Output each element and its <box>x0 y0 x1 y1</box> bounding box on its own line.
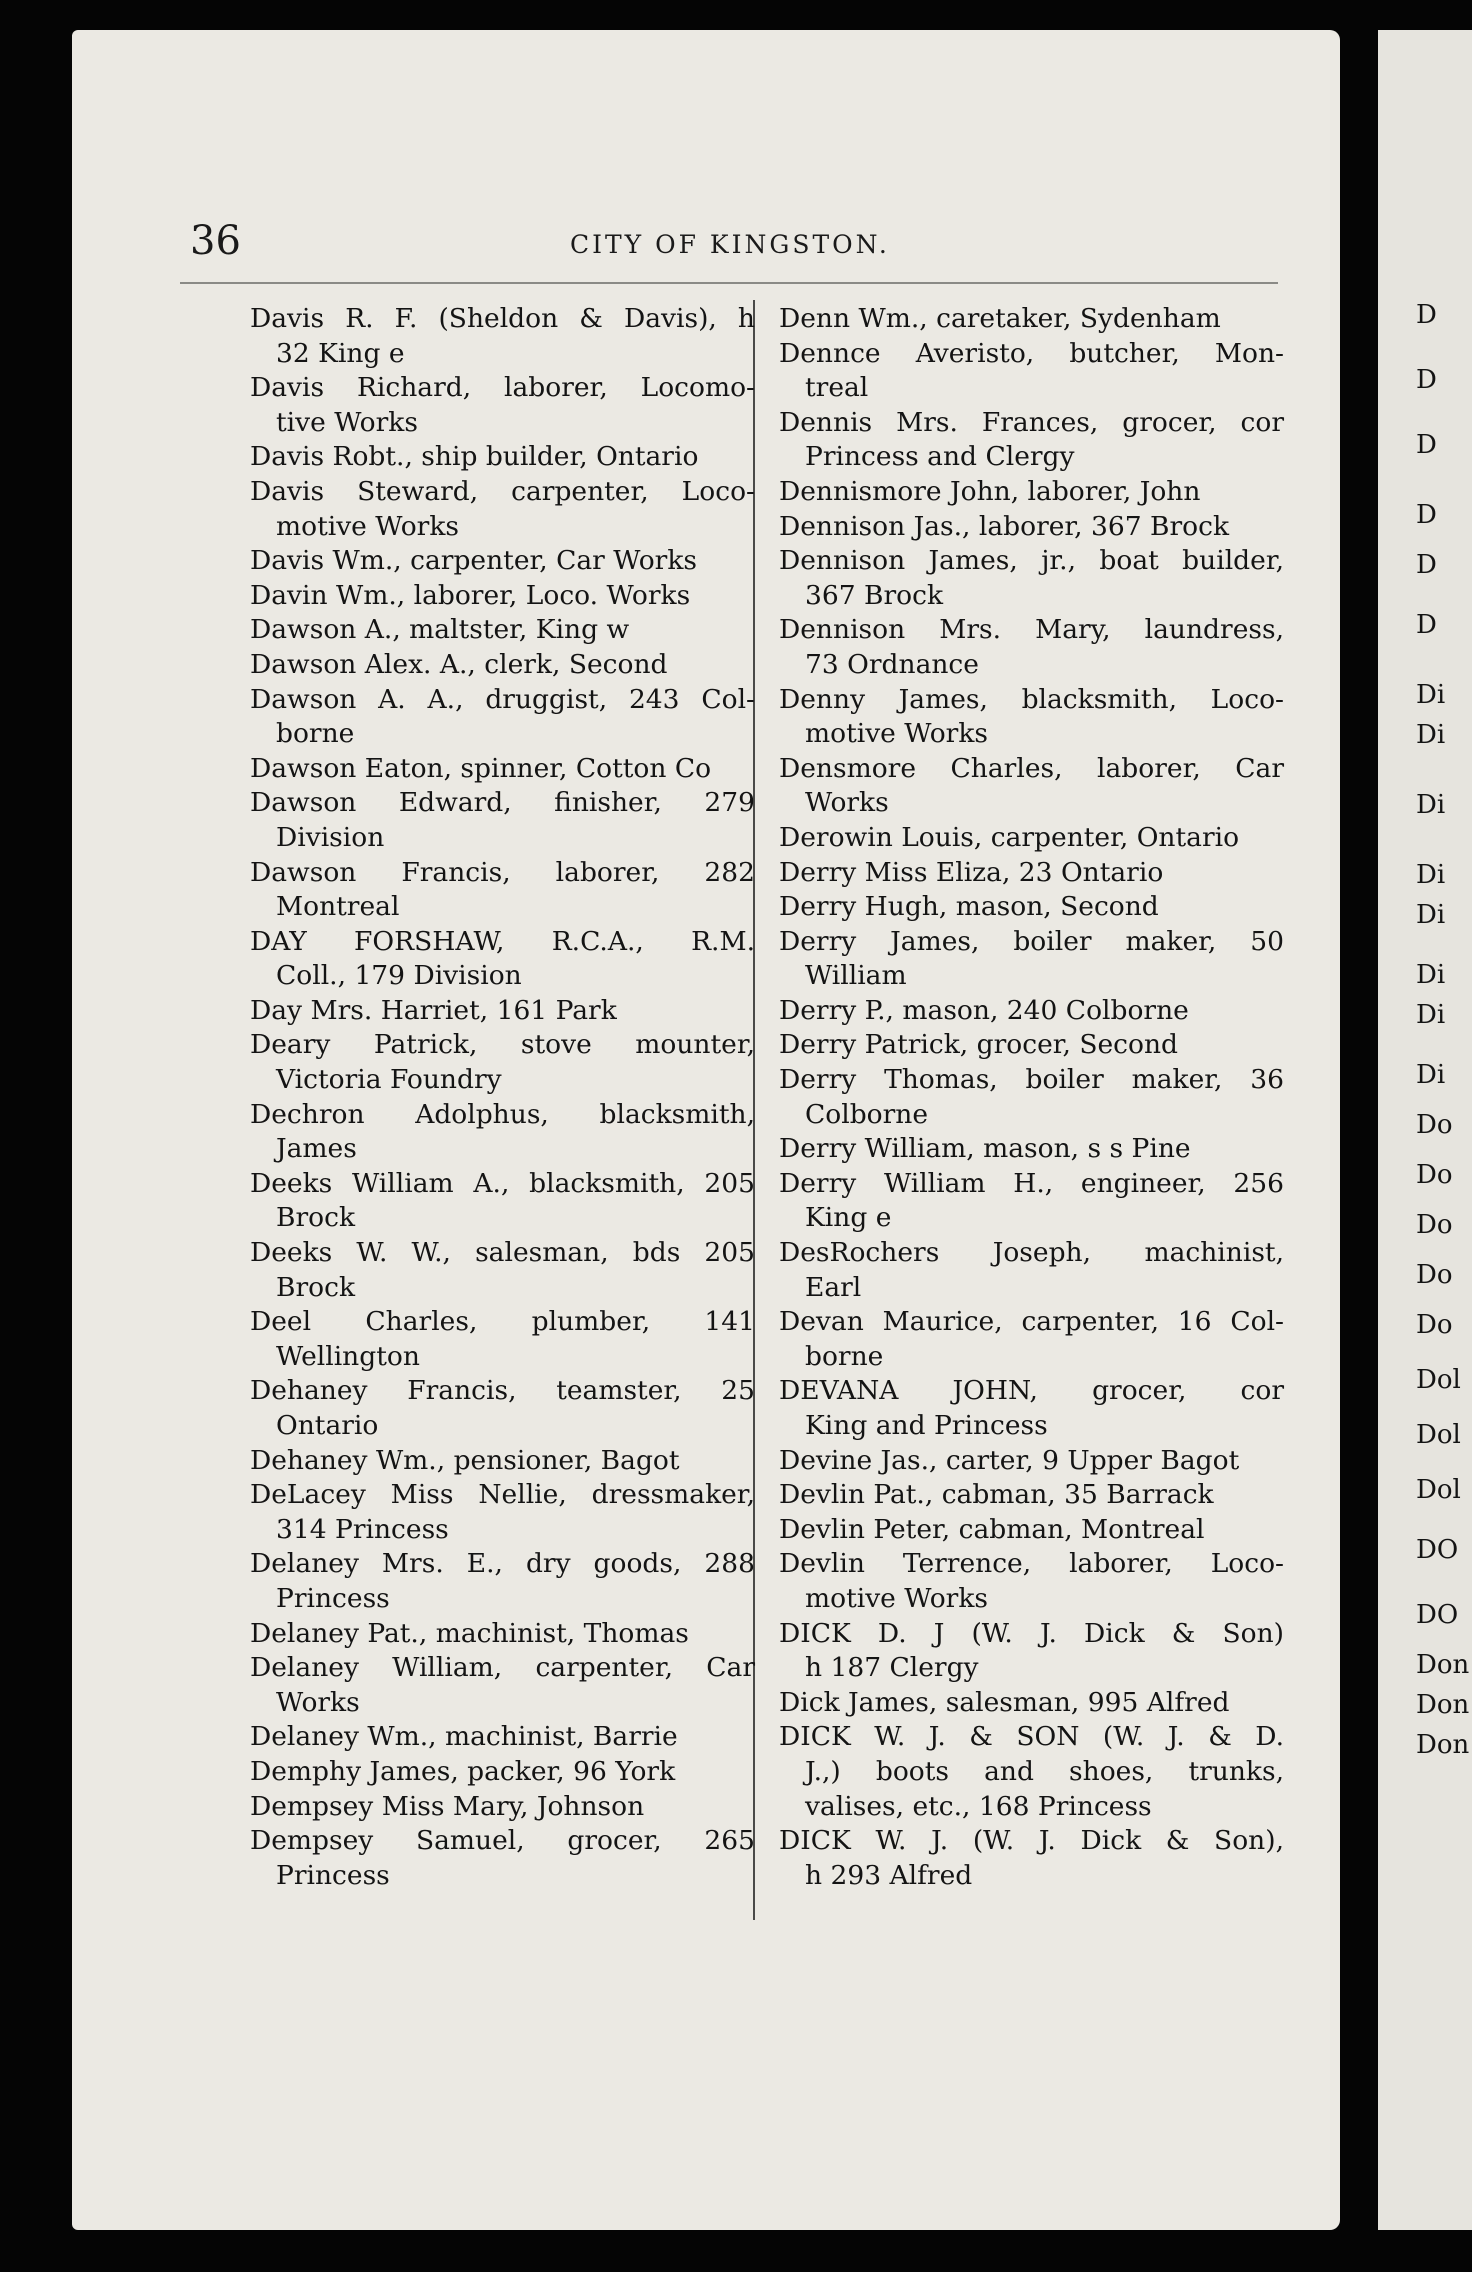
entry-continuation-line: 73 Ordnance <box>805 648 979 680</box>
page-header <box>190 218 1250 268</box>
entry-continuation-line: tive Works <box>276 406 418 438</box>
entry-continuation-line: Works <box>805 787 889 819</box>
entry-continuation-line: Victoria Foundry <box>276 1064 502 1096</box>
entry-name-line: Deel Charles, plumber, 141 <box>250 1306 755 1338</box>
directory-entry <box>779 752 1284 821</box>
directory-entry <box>250 302 755 371</box>
entry-name-line: Dennison James, jr., boat builder, <box>779 545 1284 577</box>
directory-entry <box>779 302 1284 337</box>
directory-entry <box>250 925 755 994</box>
entry-name-line: Davis Richard, laborer, Locomo- <box>250 372 755 404</box>
entry-continuation-line: motive Works <box>805 718 989 750</box>
directory-entry <box>250 1028 755 1097</box>
directory-entry <box>250 1547 755 1616</box>
directory-entry <box>779 1132 1284 1167</box>
entry-name-line: Davis Robt., ship builder, Ontario <box>250 441 699 473</box>
entry-continuation-line: Brock <box>276 1271 355 1303</box>
directory-entry <box>779 544 1284 613</box>
left-column <box>250 302 755 1893</box>
entry-continuation-line: King e <box>805 1202 892 1234</box>
directory-entry <box>779 1028 1284 1063</box>
entry-name-line: Derry Thomas, boiler maker, 36 <box>779 1064 1284 1096</box>
directory-entry <box>779 821 1284 856</box>
entry-name-line: Devlin Terrence, laborer, Loco- <box>779 1548 1284 1580</box>
entry-name-line: DICK W. J. (W. J. Dick & Son), <box>779 1825 1284 1857</box>
directory-entry <box>250 786 755 855</box>
entry-continuation-line: Works <box>276 1686 360 1718</box>
next-page-fragment: Do <box>1416 1110 1453 1140</box>
entry-name-line: Dawson Francis, laborer, 282 <box>250 856 755 888</box>
entry-name-line: Day Mrs. Harriet, 161 Park <box>250 994 617 1026</box>
directory-entry <box>779 1236 1284 1305</box>
entry-name-line: Dennce Averisto, butcher, Mon- <box>779 337 1284 369</box>
directory-entry <box>250 683 755 752</box>
directory-entry <box>779 856 1284 891</box>
entry-name-line: Davis Steward, carpenter, Loco- <box>250 475 755 507</box>
next-page-fragment: Don <box>1416 1730 1470 1760</box>
directory-entry <box>779 1617 1284 1686</box>
directory-entry <box>250 1790 755 1825</box>
entry-name-line: Dennis Mrs. Frances, grocer, cor <box>779 406 1284 438</box>
entry-continuation-line: William <box>805 960 907 992</box>
entry-continuation-line: Brock <box>276 1202 355 1234</box>
next-page-fragment: D <box>1416 500 1437 530</box>
directory-entry <box>779 1444 1284 1479</box>
entry-name-line: Deeks W. W., salesman, bds 205 <box>250 1237 755 1269</box>
next-page-fragment: D <box>1416 430 1437 460</box>
directory-entry <box>250 579 755 614</box>
entry-continuation-line: James <box>276 1133 357 1165</box>
directory-entry <box>250 371 755 440</box>
entry-name-line: Davin Wm., laborer, Loco. Works <box>250 579 691 611</box>
entry-continuation-line: Colborne <box>805 1098 929 1130</box>
next-page-fragment: Don <box>1416 1650 1470 1680</box>
next-page-fragment: Di <box>1416 1000 1446 1030</box>
directory-entry <box>250 1755 755 1790</box>
entry-name-line: DeLacey Miss Nellie, dressmaker, <box>250 1479 755 1511</box>
directory-entry <box>250 1617 755 1652</box>
directory-entry <box>250 1651 755 1720</box>
directory-entry <box>779 510 1284 545</box>
entry-name-line: Derry Patrick, grocer, Second <box>779 1029 1179 1061</box>
entry-name-line: Devine Jas., carter, 9 Upper Bagot <box>779 1444 1240 1476</box>
entry-continuation-line: Princess <box>276 1582 390 1614</box>
directory-entry <box>250 475 755 544</box>
directory-entry <box>250 1720 755 1755</box>
entry-continuation-line: treal <box>805 372 869 404</box>
entry-continuation-line: borne <box>805 1340 884 1372</box>
next-page-fragment: DO <box>1416 1600 1459 1630</box>
entry-continuation-line: Montreal <box>276 891 400 923</box>
entry-continuation-line: Princess <box>276 1859 390 1891</box>
entry-continuation-line: 367 Brock <box>805 579 943 611</box>
entry-name-line: DesRochers Joseph, machinist, <box>779 1237 1284 1269</box>
entry-continuation-line: borne <box>276 718 355 750</box>
directory-entry <box>250 1444 755 1479</box>
next-page-fragment: Dol <box>1416 1365 1461 1395</box>
entry-name-line: Densmore Charles, laborer, Car <box>779 752 1284 784</box>
directory-entry <box>250 544 755 579</box>
entry-name-line: Dehaney Wm., pensioner, Bagot <box>250 1444 680 1476</box>
entry-continuation-line: Earl <box>805 1271 862 1303</box>
directory-entry <box>250 613 755 648</box>
entry-name-line: Derry Hugh, mason, Second <box>779 891 1159 923</box>
directory-entry <box>779 683 1284 752</box>
entry-continuation-line: Wellington <box>276 1340 420 1372</box>
entry-continuation-line: J.,) boots and shoes, trunks, <box>805 1755 1284 1787</box>
right-column <box>779 302 1284 1893</box>
next-page-fragment: Do <box>1416 1310 1453 1340</box>
next-page-fragment: Di <box>1416 960 1446 990</box>
next-page-fragment: Do <box>1416 1260 1453 1290</box>
entry-name-line: Demphy James, packer, 96 York <box>250 1755 676 1787</box>
entry-name-line: Deeks William A., blacksmith, 205 <box>250 1167 755 1199</box>
entry-name-line: DEVANA JOHN, grocer, cor <box>779 1375 1284 1407</box>
entry-continuation-line: Coll., 179 Division <box>276 960 522 992</box>
next-page-fragment: Di <box>1416 790 1446 820</box>
next-page-fragment: D <box>1416 300 1437 330</box>
next-page-fragment: Do <box>1416 1160 1453 1190</box>
entry-name-line: Davis R. F. (Sheldon & Davis), h <box>250 303 755 334</box>
next-page-fragment: D <box>1416 550 1437 580</box>
next-page-fragment: Dol <box>1416 1475 1461 1505</box>
next-page-fragment: Di <box>1416 720 1446 750</box>
entry-name-line: Dawson Alex. A., clerk, Second <box>250 648 668 680</box>
entry-name-line: Devlin Peter, cabman, Montreal <box>779 1513 1205 1545</box>
directory-entry <box>779 1478 1284 1513</box>
directory-entry <box>779 337 1284 406</box>
entry-name-line: Derry Miss Eliza, 23 Ontario <box>779 856 1164 888</box>
entry-name-line: Derry P., mason, 240 Colborne <box>779 994 1189 1026</box>
entry-name-line: Denn Wm., caretaker, Sydenham <box>779 303 1221 334</box>
adjacent-page-edge <box>1378 30 1472 2230</box>
next-page-fragment: DO <box>1416 1535 1459 1565</box>
directory-entry <box>779 1686 1284 1721</box>
entry-continuation-line: motive Works <box>805 1582 989 1614</box>
directory-entry <box>779 1824 1284 1893</box>
entry-name-line: DICK W. J. & SON (W. J. & D. <box>779 1721 1284 1753</box>
entry-continuation-line: Princess and Clergy <box>805 441 1075 473</box>
entry-name-line: Derry James, boiler maker, 50 <box>779 925 1284 957</box>
entry-name-line: DICK D. J (W. J. Dick & Son) <box>779 1617 1284 1649</box>
directory-entry <box>250 648 755 683</box>
running-title: CITY OF KINGSTON. <box>570 230 890 259</box>
directory-entry <box>779 925 1284 994</box>
entry-name-line: Delaney William, carpenter, Car <box>250 1652 755 1684</box>
entry-name-line: Dawson A., maltster, King w <box>250 614 630 646</box>
next-page-fragment: D <box>1416 365 1437 395</box>
entry-name-line: Dennismore John, laborer, John <box>779 475 1201 507</box>
next-page-fragment: D <box>1416 610 1437 640</box>
entry-name-line: Dempsey Samuel, grocer, 265 <box>250 1825 755 1857</box>
entry-name-line: Deary Patrick, stove mounter, <box>250 1029 755 1061</box>
entry-name-line: DAY FORSHAW, R.C.A., R.M. <box>250 925 755 957</box>
directory-entry <box>250 856 755 925</box>
entry-name-line: Delaney Mrs. E., dry goods, 288 <box>250 1548 755 1580</box>
entry-name-line: Derry William H., engineer, 256 <box>779 1167 1284 1199</box>
entry-name-line: Devlin Pat., cabman, 35 Barrack <box>779 1479 1214 1511</box>
directory-entry <box>779 1547 1284 1616</box>
entry-name-line: Dawson Eaton, spinner, Cotton Co <box>250 752 712 784</box>
entry-name-line: Delaney Pat., machinist, Thomas <box>250 1617 689 1649</box>
directory-entry <box>779 994 1284 1029</box>
entry-continuation-line: King and Princess <box>805 1410 1048 1441</box>
directory-entry <box>250 1478 755 1547</box>
directory-entry <box>779 406 1284 475</box>
directory-entry <box>779 1063 1284 1132</box>
entry-continuation-line: 314 Princess <box>276 1513 449 1545</box>
directory-entry <box>779 475 1284 510</box>
entry-continuation-line: valises, etc., 168 Princess <box>805 1790 1152 1822</box>
directory-entry <box>779 1167 1284 1236</box>
header-rule <box>180 282 1278 284</box>
directory-entry <box>779 1513 1284 1548</box>
directory-entry <box>779 1305 1284 1374</box>
directory-entry <box>250 1098 755 1167</box>
entry-name-line: Devan Maurice, carpenter, 16 Col- <box>779 1306 1284 1338</box>
directory-entry <box>250 440 755 475</box>
entry-name-line: Dempsey Miss Mary, Johnson <box>250 1790 645 1822</box>
next-page-fragment: Dol <box>1416 1420 1461 1450</box>
entry-continuation-line: 32 King e <box>276 337 405 369</box>
directory-entry <box>250 1167 755 1236</box>
entry-name-line: Dick James, salesman, 995 Alfred <box>779 1686 1230 1718</box>
directory-entry <box>779 1374 1284 1443</box>
entry-name-line: Dehaney Francis, teamster, 25 <box>250 1375 755 1407</box>
entry-name-line: Dennison Mrs. Mary, laundress, <box>779 614 1284 646</box>
entry-name-line: Derry William, mason, s s Pine <box>779 1133 1191 1165</box>
entry-name-line: Delaney Wm., machinist, Barrie <box>250 1721 678 1753</box>
directory-entry <box>779 613 1284 682</box>
next-page-fragment: Di <box>1416 860 1446 890</box>
directory-entry <box>250 1374 755 1443</box>
directory-entry <box>250 994 755 1029</box>
next-page-fragment: Di <box>1416 680 1446 710</box>
entry-name-line: Dechron Adolphus, blacksmith, <box>250 1098 755 1130</box>
next-page-fragment: Do <box>1416 1210 1453 1240</box>
next-page-fragment: Di <box>1416 1060 1446 1090</box>
entry-continuation-line: motive Works <box>276 510 460 542</box>
entry-continuation-line: h 293 Alfred <box>805 1859 973 1891</box>
entry-name-line: Derowin Louis, carpenter, Ontario <box>779 821 1240 853</box>
page-number: 36 <box>190 218 241 264</box>
directory-entry <box>779 1720 1284 1824</box>
entry-name-line: Dawson A. A., druggist, 243 Col- <box>250 683 755 715</box>
directory-entry <box>250 752 755 787</box>
entry-name-line: Denny James, blacksmith, Loco- <box>779 683 1284 715</box>
entry-name-line: Davis Wm., carpenter, Car Works <box>250 545 697 577</box>
directory-entry <box>250 1236 755 1305</box>
entry-continuation-line: h 187 Clergy <box>805 1652 979 1684</box>
entry-continuation-line: Division <box>276 821 385 853</box>
directory-entry <box>779 890 1284 925</box>
entry-name-line: Dawson Edward, finisher, 279 <box>250 787 755 819</box>
entry-name-line: Dennison Jas., laborer, 367 Brock <box>779 510 1230 542</box>
next-page-fragment: Di <box>1416 900 1446 930</box>
directory-entry <box>250 1305 755 1374</box>
directory-entry <box>250 1824 755 1893</box>
next-page-fragment: Don <box>1416 1690 1470 1720</box>
entry-continuation-line: Ontario <box>276 1410 379 1441</box>
